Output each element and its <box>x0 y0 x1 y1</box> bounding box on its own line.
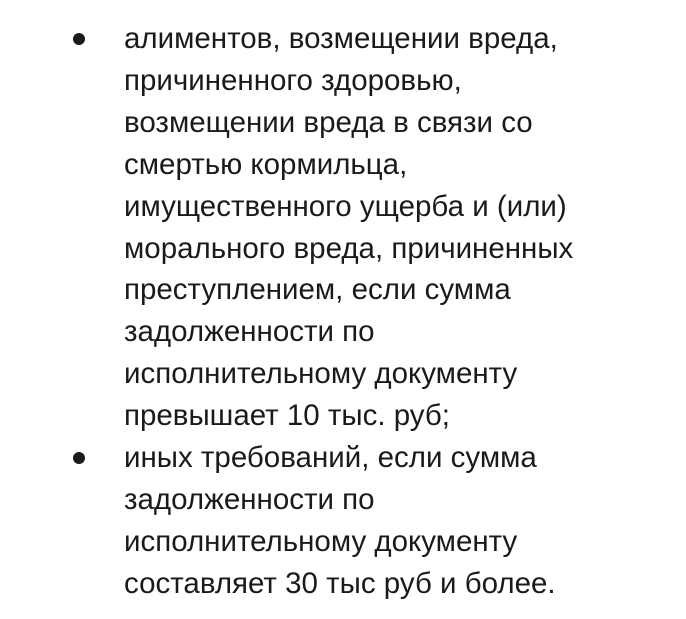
text-line: морального вреда, причиненных <box>124 231 574 265</box>
text-line: алиментов, возмещении вреда, <box>124 22 558 55</box>
text-line: исполнительному документу <box>124 524 518 558</box>
text-line: задолженности по <box>124 482 375 516</box>
text-line: возмещении вреда в связи со <box>124 105 533 139</box>
text-line: задолженности по <box>124 315 375 349</box>
text-line: преступлением, если сумма <box>124 273 511 307</box>
bullet-icon <box>73 452 85 464</box>
bullet-list <box>0 18 686 605</box>
text-line: исполнительному документу <box>124 357 518 391</box>
text-line: составляет 30 тыс руб и более. <box>124 566 556 600</box>
text-line: причиненного здоровью, <box>124 63 462 97</box>
text-line: иных требований, если сумма <box>124 441 537 475</box>
text-line: смертью кормильца, <box>124 147 408 181</box>
text-line: превышает 10 тыс. руб; <box>124 399 450 433</box>
bullet-icon <box>73 33 85 45</box>
list-item <box>0 437 686 605</box>
text-line: имущественного ущерба и (или) <box>124 189 567 223</box>
list-item <box>0 18 686 437</box>
